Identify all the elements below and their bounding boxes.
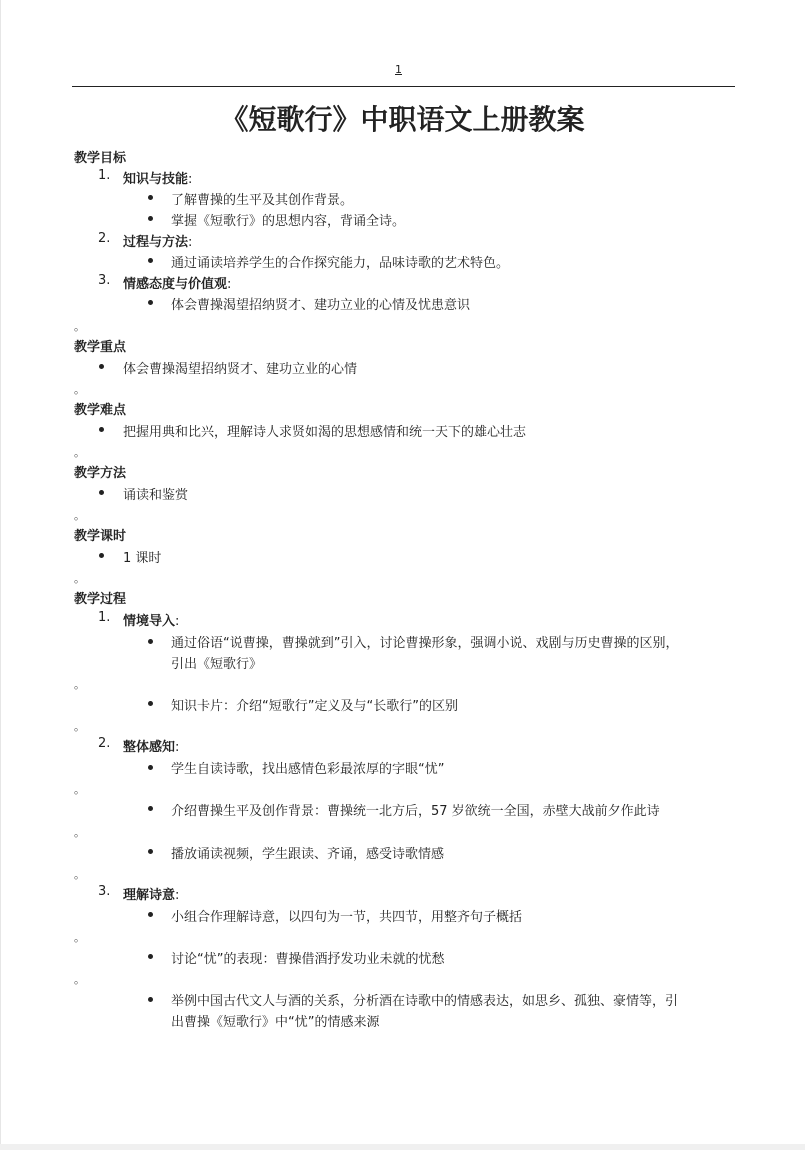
hours-bullet: 1 课时: [123, 551, 162, 566]
objective-bullet: 掌握《短歌行》的思想内容，背诵全诗。: [171, 214, 406, 229]
process-bullet-line: 小组合作理解诗意，以四句为一节，共四节，用整齐句子概括: [171, 910, 523, 925]
separator: 。: [74, 826, 85, 839]
key-points-heading: 教学重点: [74, 340, 127, 355]
separator: 。: [74, 320, 85, 333]
objective-bullet: 了解曹操的生平及其创作背景。: [171, 193, 354, 208]
bullet-dot: [148, 997, 153, 1002]
separator: 。: [74, 868, 85, 881]
header-rule: [72, 86, 735, 87]
objective-label-1: 知识与技能:: [123, 172, 193, 187]
bullet-dot: [148, 216, 153, 221]
objective-number-3: 3.: [98, 273, 111, 288]
bullet-dot: [148, 849, 153, 854]
bullet-dot: [148, 258, 153, 263]
methods-heading: 教学方法: [74, 466, 127, 481]
process-step-label-3: 理解诗意:: [123, 888, 180, 903]
process-bullet-line: 讨论“忧”的表现：曹操借酒抒发功业未就的忧愁: [171, 952, 445, 967]
process-bullet-line: 知识卡片：介绍“短歌行”定义及与“长歌行”的区别: [171, 699, 458, 714]
process-step-number-2: 2.: [98, 736, 111, 751]
key-points-bullet: 体会曹操渴望招纳贤才、建功立业的心情: [123, 362, 358, 377]
bullet-dot: [99, 490, 104, 495]
objective-number-2: 2.: [98, 231, 111, 246]
objective-label-2: 过程与方法:: [123, 235, 193, 250]
process-bullet-line: 通过俗语“说曹操，曹操就到”引入，讨论曹操形象，强调小说、戏剧与历史曹操的区别，: [171, 636, 679, 651]
process-step-label-1: 情境导入:: [123, 614, 180, 629]
process-bullet-line: 学生自读诗歌，找出感情色彩最浓厚的字眼“忧”: [171, 762, 445, 777]
objective-bullet: 通过诵读培养学生的合作探究能力，品味诗歌的艺术特色。: [171, 256, 510, 271]
objective-bullet: 体会曹操渴望招纳贤才、建功立业的心情及忧患意识: [171, 298, 471, 313]
process-bullet-line: 出曹操《短歌行》中“忧”的情感来源: [171, 1015, 380, 1030]
bullet-dot: [148, 912, 153, 917]
page-number: 1: [395, 63, 402, 76]
bullet-dot: [148, 701, 153, 706]
separator: 。: [74, 678, 85, 691]
difficulties-bullet: 把握用典和比兴，理解诗人求贤如渴的思想感情和统一天下的雄心壮志: [123, 425, 527, 440]
document-title: 《短歌行》中职语文上册教案: [220, 103, 585, 136]
bullet-dot: [148, 300, 153, 305]
separator: 。: [74, 446, 85, 459]
bullet-dot: [148, 195, 153, 200]
separator: 。: [74, 720, 85, 733]
bullet-dot: [148, 954, 153, 959]
bullet-dot: [148, 806, 153, 811]
hours-heading: 教学课时: [74, 529, 127, 544]
bullet-dot: [148, 639, 153, 644]
bullet-dot: [148, 765, 153, 770]
difficulties-heading: 教学难点: [74, 403, 127, 418]
page-bottom-edge: [0, 1144, 805, 1150]
process-step-number-1: 1.: [98, 610, 111, 625]
bullet-dot: [99, 553, 104, 558]
objective-number-1: 1.: [98, 168, 111, 183]
process-step-number-3: 3.: [98, 884, 111, 899]
page-left-edge: [0, 0, 1, 1150]
process-bullet-line: 播放诵读视频，学生跟读、齐诵，感受诗歌情感: [171, 847, 445, 862]
process-bullet-line: 举例中国古代文人与酒的关系，分析酒在诗歌中的情感表达，如思乡、孤独、豪情等，引: [171, 994, 679, 1009]
objectives-heading: 教学目标: [74, 151, 127, 166]
separator: 。: [74, 783, 85, 796]
bullet-dot: [99, 364, 104, 369]
separator: 。: [74, 383, 85, 396]
process-step-label-2: 整体感知:: [123, 740, 180, 755]
objective-label-3: 情感态度与价值观:: [123, 277, 232, 292]
process-heading: 教学过程: [74, 592, 127, 607]
separator: 。: [74, 509, 85, 522]
separator: 。: [74, 973, 85, 986]
separator: 。: [74, 931, 85, 944]
process-bullet-line: 引出《短歌行》: [171, 657, 263, 672]
bullet-dot: [99, 427, 104, 432]
methods-bullet: 诵读和鉴赏: [123, 488, 189, 503]
separator: 。: [74, 572, 85, 585]
process-bullet-line: 介绍曹操生平及创作背景：曹操统一北方后，57 岁欲统一全国，赤壁大战前夕作此诗: [171, 804, 660, 819]
